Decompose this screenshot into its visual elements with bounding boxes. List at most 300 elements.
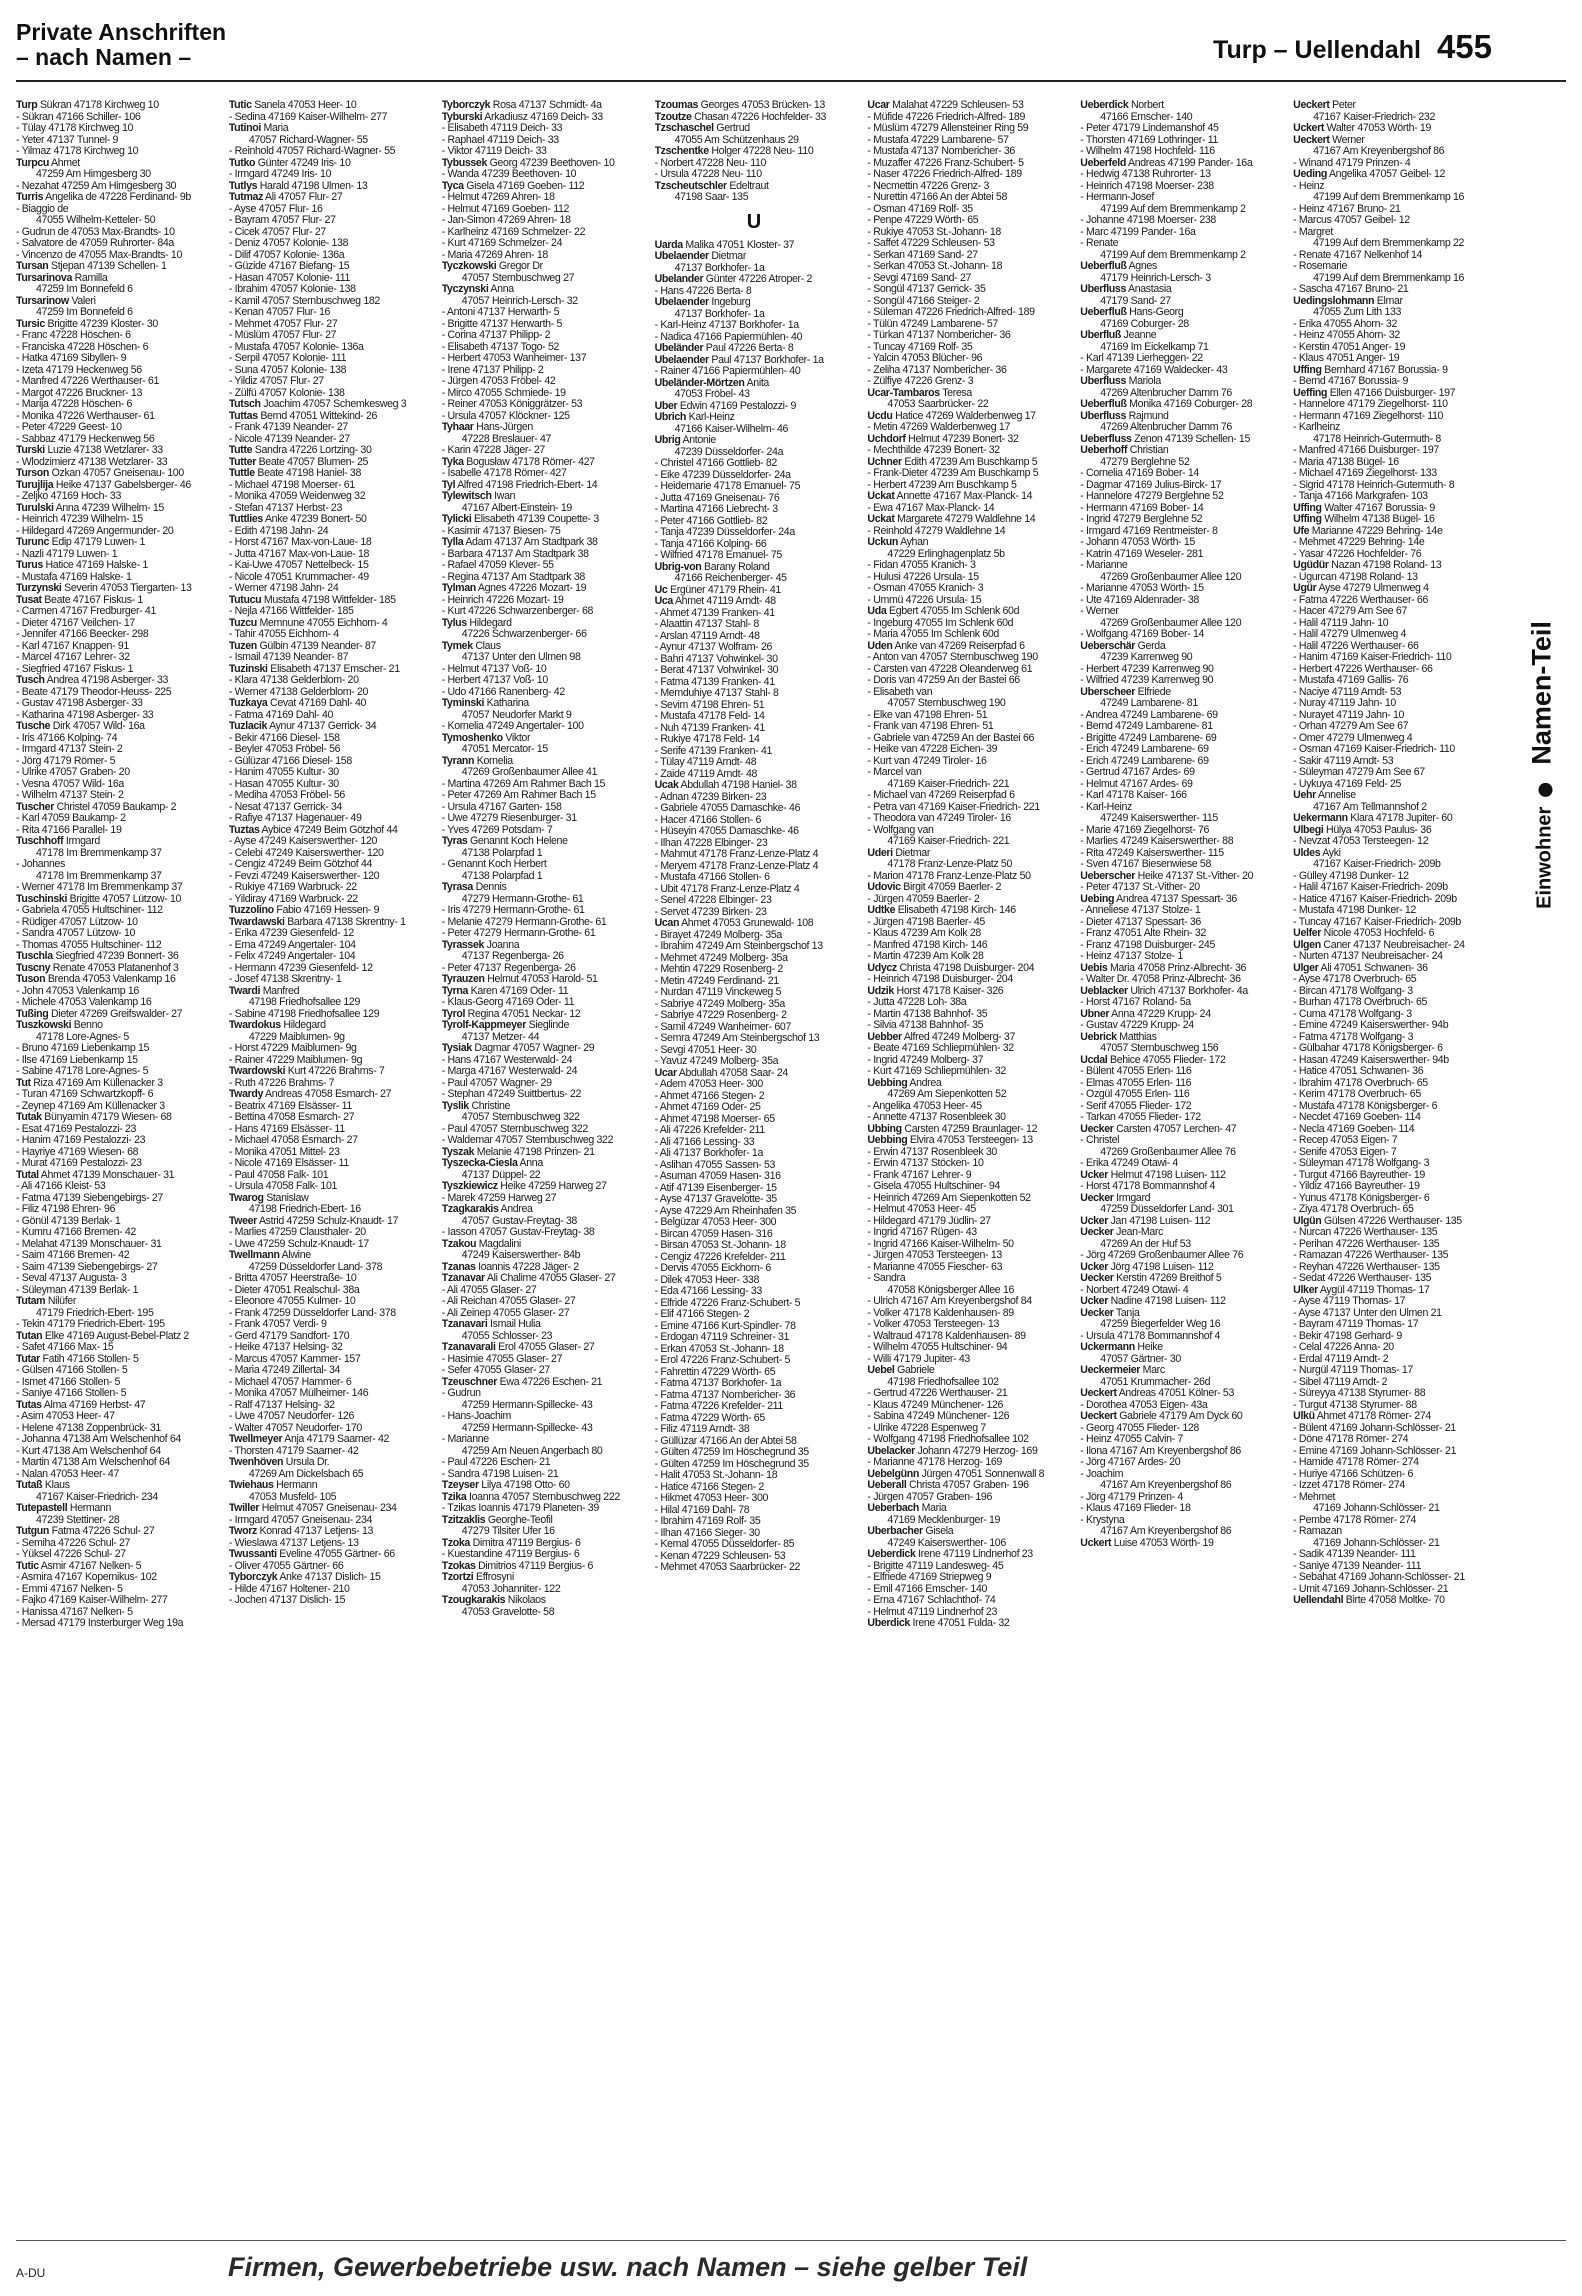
- directory-entry: - Rosemarie: [1293, 261, 1347, 272]
- directory-entry: Tymek Claus: [441, 640, 501, 652]
- directory-entry: Ücdal Behice 47055 Flieder- 172: [1080, 1054, 1226, 1066]
- surname: Tzeyser: [441, 1480, 479, 1491]
- directory-entry: Ubeländer Paul 47226 Berta- 8: [654, 343, 794, 354]
- directory-entry: - Ayse 47178 Overbruch- 65: [1293, 974, 1417, 985]
- directory-entry: - Mustafa 47169 Gallis- 76: [1293, 675, 1409, 686]
- directory-entry: - Süleman 47226 Friedrich-Alfred- 189: [867, 307, 1035, 318]
- directory-entry: - Cuma 47178 Wolfgang- 3: [1293, 1008, 1412, 1020]
- directory-entry: - Hasan 47057 Kolonie- 111: [228, 272, 351, 284]
- directory-entry: - Werner 47138 Gelderblom- 20: [228, 686, 369, 698]
- directory-entry: - Hanissa 47167 Nelken- 5: [16, 1606, 133, 1618]
- directory-entry: - Özgül 47055 Erlen- 116: [1080, 1089, 1190, 1100]
- surname: Tzortzi: [441, 1572, 474, 1583]
- surname: Tutter: [228, 456, 256, 468]
- directory-entry: - Kurt 47169 Schmelzer- 24: [441, 238, 563, 249]
- directory-entry: - Stefan 47137 Herbst- 23: [228, 502, 342, 514]
- directory-entry: - Heinrich 47269 Am Siepenkotten 52: [867, 1192, 1031, 1204]
- directory-entry: - Sabbaz 47179 Heckenweg 56: [16, 433, 155, 445]
- surname: Ueberall: [867, 1480, 907, 1491]
- directory-entry: - Rukiye 47169 Warbruck- 22: [228, 882, 357, 893]
- surname: Ucdu: [867, 410, 893, 422]
- directory-entry: - Marianne 47053 Wörth- 15: [1080, 583, 1204, 594]
- directory-entry: - Cengiz 47249 Beim Götzhof 44: [228, 859, 373, 870]
- surname: Ubrig-von: [654, 561, 702, 573]
- directory-entry: Überfluss Rajmund: [1080, 410, 1169, 422]
- directory-entry: - Ilhan 47166 Sieger- 30: [654, 1527, 760, 1539]
- directory-entry: - Hacer 47279 Am See 67: [1293, 606, 1407, 617]
- surname: Twardowski: [228, 1066, 286, 1077]
- directory-entry: - Yüksel 47226 Schul- 27: [16, 1549, 126, 1560]
- page-number: 455: [1436, 28, 1492, 65]
- surname: Ueffing: [1293, 387, 1328, 399]
- directory-entry: - Martin 47138 Am Welschenhof 64: [16, 1457, 171, 1468]
- directory-entry: - Margot 47226 Bruckner- 13: [16, 387, 142, 399]
- directory-entry: Tuttlies Anke 47239 Bonert- 50: [228, 514, 367, 525]
- directory-entry: Tuschla Siegfried 47239 Bonnert- 36: [16, 951, 179, 962]
- directory-entry: - Pembe 47178 Römer- 274: [1293, 1514, 1417, 1526]
- directory-entry: - Müfide 47226 Friedrich-Alfred- 189: [867, 111, 1025, 123]
- directory-entry: - Helene 47138 Zoppenbrück- 31: [16, 1422, 161, 1434]
- directory-entry: - Adnan 47239 Birken- 23: [654, 791, 767, 803]
- directory-entry: - Karl 47139 Lierheggen- 22: [1080, 353, 1203, 364]
- surname: Ueckert: [1080, 1411, 1117, 1422]
- directory-entry: - Metin 47269 Walderbenweg 17: [867, 422, 1010, 433]
- directory-entry: - Jutta 47228 Loh- 38a: [867, 997, 967, 1008]
- listing-column-1: [16, 100, 215, 2192]
- surname: Tuzen: [228, 640, 257, 652]
- directory-entry: 47269 Großenbaumer Allee 120: [1100, 571, 1242, 583]
- directory-entry: Überfluss Anastasia: [1080, 284, 1172, 295]
- directory-entry: - Mechthilde 47239 Bonert- 32: [867, 445, 1000, 456]
- directory-entry: Tuzlacik Aynur 47137 Gerrick- 34: [228, 721, 377, 732]
- surname: Tuztas: [228, 824, 260, 836]
- directory-entry: - Halil 47226 Werthauser- 66: [1293, 640, 1419, 652]
- directory-entry: Tutal Ahmet 47139 Monschauer- 31: [16, 1169, 175, 1181]
- surname: Ubelaender: [654, 354, 709, 366]
- directory-entry: - Rita 47249 Kaiserswerther- 115: [1080, 847, 1224, 859]
- surname: Ügüdür: [1293, 560, 1329, 571]
- directory-entry: - Peter 47229 Geest- 10: [16, 422, 122, 433]
- directory-entry: - Emil 47166 Emscher- 140: [867, 1583, 988, 1595]
- directory-entry: - Helmut 47119 Lindnerhof 23: [867, 1606, 998, 1618]
- directory-entry: - Necla 47169 Goeben- 114: [1293, 1123, 1415, 1135]
- directory-entry: - Sevgi 47169 Sand- 27: [867, 272, 972, 284]
- directory-entry: - Mustafa 47178 Feld- 14: [654, 711, 765, 722]
- directory-entry: Ueckert Peter: [1293, 100, 1356, 111]
- directory-entry: - Nurcan 47226 Werthauser- 135: [1293, 1227, 1438, 1238]
- directory-entry: - Orhan 47279 Am See 67: [1293, 721, 1409, 732]
- surname: Tyrolf-Kappmeyer: [441, 1020, 526, 1031]
- directory-entry: - Tzikas Ioannis 47179 Planeten- 39: [441, 1503, 599, 1514]
- surname: Uebbing: [867, 1135, 908, 1146]
- directory-entry: - Regina 47137 Am Stadtpark 38: [441, 571, 585, 583]
- directory-entry: - Christel: [1080, 1135, 1120, 1146]
- directory-entry: - Erich 47249 Lambarene- 69: [1080, 744, 1209, 755]
- directory-entry: - Emmi 47167 Nelken- 5: [16, 1583, 123, 1595]
- directory-entry: Tyrann Kornelia: [441, 755, 513, 767]
- directory-entry: Tutak Bünyamin 47179 Wiesen- 68: [16, 1112, 172, 1123]
- directory-entry: Udovic Birgit 47059 Baerler- 2: [867, 882, 1002, 893]
- directory-entry: - Winand 47179 Prinzen- 4: [1293, 157, 1411, 169]
- listing-columns: [16, 100, 1492, 2192]
- directory-entry: Tutic Sanela 47053 Heer- 10: [228, 100, 357, 111]
- directory-entry: - Erich 47249 Lambarene- 69: [1080, 755, 1209, 767]
- surname: Tzougkarakis: [441, 1595, 506, 1606]
- surname: Tylman: [441, 583, 476, 594]
- surname: Ücdal: [1080, 1054, 1108, 1066]
- directory-entry: Uckun Ayhan: [867, 537, 929, 548]
- directory-entry: - Ute 47169 Aldenrader- 38: [1080, 594, 1199, 606]
- directory-entry: - Hasan 47055 Kultur- 30: [228, 778, 339, 790]
- surname: Twellmeyer: [228, 1434, 283, 1445]
- directory-entry: - Birsan 47053 St.-Johann- 18: [654, 1240, 786, 1251]
- directory-entry: - Ilona 47167 Am Kreyenbergshof 86: [1080, 1445, 1241, 1457]
- directory-entry: - Josef 47138 Skrentny- 1: [228, 974, 342, 985]
- directory-entry: - Sabriye 47229 Rosenberg- 2: [654, 1010, 787, 1021]
- directory-entry: - Wolfgang 47198 Friedhofsallee 102: [867, 1434, 1029, 1445]
- directory-entry: Ückert Luise 47053 Wörth- 19: [1080, 1537, 1214, 1549]
- directory-entry: - Helmut 47169 Goeben- 112: [441, 203, 570, 215]
- directory-entry: Uebis Maria 47058 Prinz-Albrecht- 36: [1080, 962, 1247, 974]
- directory-entry: 47137 Unter den Ulmen 98: [461, 652, 581, 663]
- directory-entry: Tuson Brenda 47053 Valenkamp 16: [16, 974, 176, 985]
- directory-entry: - Heinz 47055 Ahorn- 32: [1293, 330, 1400, 341]
- directory-entry: - Alaattin 47137 Stahl- 8: [654, 619, 759, 630]
- directory-entry: - Ali 47226 Krefelder- 211: [654, 1125, 765, 1136]
- directory-entry: - Erika 47055 Ahorn- 32: [1293, 318, 1397, 330]
- directory-entry: - Jörg 47179 Prinzen- 4: [1080, 1491, 1183, 1503]
- surname: Ueberdick: [1080, 100, 1129, 111]
- directory-entry: Ügür Ayse 47279 Ulmenweg 4: [1293, 583, 1429, 594]
- directory-entry: - Sevim 47198 Ehren- 51: [654, 699, 765, 711]
- directory-entry: Tzagkarakis Andrea: [441, 1204, 533, 1215]
- directory-entry: - Saim 47166 Bremen- 42: [16, 1250, 130, 1261]
- directory-entry: - Peter 47137 St.-Vither- 20: [1080, 882, 1200, 893]
- directory-entry: - Ayse 47057 Flur- 16: [228, 203, 323, 215]
- directory-entry: - Hans 47169 Elsässer- 11: [228, 1123, 345, 1135]
- directory-entry: 47057 Sternbuschweg 322: [461, 1112, 580, 1123]
- directory-entry: - Volker 47053 Tersteegen- 13: [867, 1319, 1000, 1330]
- surname: Ueberbach: [867, 1503, 920, 1514]
- directory-entry: - Annette 47137 Rosenbleek 30: [867, 1112, 1006, 1123]
- directory-entry: - Hedwig 47138 Ruhrorter- 13: [1080, 169, 1211, 180]
- surname: Uelfer: [1293, 928, 1322, 939]
- directory-entry: - Werner: [1080, 606, 1119, 617]
- surname: Ückert: [1080, 1537, 1112, 1549]
- surname: Ufe: [1293, 525, 1310, 537]
- directory-entry: 47179 Sand- 27: [1100, 295, 1171, 307]
- surname: Twardawski: [228, 916, 285, 928]
- directory-entry: - Karl 47167 Knappen- 91: [16, 640, 129, 652]
- directory-entry: - Marcus 47057 Kammer- 157: [228, 1353, 361, 1365]
- directory-entry: - Yunus 47178 Königsberger- 6: [1293, 1192, 1430, 1204]
- surname: Uecker: [1080, 1123, 1114, 1135]
- directory-entry: - Penpe 47229 Wörth- 65: [867, 215, 979, 226]
- directory-entry: Tyszecka-Ciesla Anna: [441, 1158, 543, 1169]
- directory-entry: - Beate 47169 Schliepmühlen- 32: [867, 1043, 1014, 1054]
- surname: Uecker: [1080, 1307, 1114, 1319]
- directory-entry: Tuscny Renate 47053 Platanenhof 3: [16, 962, 179, 974]
- directory-entry: 47169 Mecklenburger- 19: [887, 1514, 1001, 1526]
- directory-entry: - Mustafa 47057 Kolonie- 136a: [228, 341, 364, 353]
- directory-entry: 47199 Auf dem Bremmenkamp 16: [1313, 272, 1465, 284]
- directory-entry: 47279 Tilsiter Ufer 16: [461, 1526, 555, 1537]
- directory-entry: - Kamil 47057 Sternbuschweg 182: [228, 295, 380, 307]
- directory-entry: Überfluss Mariola: [1080, 376, 1161, 387]
- directory-entry: Twardawski Barbara 47138 Skrentny- 1: [228, 916, 406, 928]
- directory-entry: Uehr Annelise: [1293, 790, 1356, 801]
- directory-entry: - Dagmar 47169 Julius-Birck- 17: [1080, 479, 1222, 491]
- directory-entry: Ubrig-von Barany Roland: [654, 561, 770, 573]
- surname: Ücker: [1080, 1261, 1108, 1273]
- directory-entry: - Ali 47055 Glaser- 27: [441, 1284, 537, 1296]
- directory-entry: Ueckert Werner: [1293, 134, 1365, 146]
- directory-entry: - Martina 47166 Liebrecht- 3: [654, 504, 778, 515]
- directory-entry: Ueblacker Ulrich 47137 Borkhofer- 4a: [1080, 985, 1248, 997]
- directory-entry: Tzortzi Effrosyni: [441, 1572, 514, 1583]
- directory-entry: Tyszak Melanie 47198 Prinzen- 21: [441, 1146, 595, 1158]
- directory-entry: - Ali Reichan 47055 Glaser- 27: [441, 1296, 576, 1307]
- surname: Ueberdick: [867, 1549, 916, 1560]
- surname: Ueberschär: [1080, 640, 1136, 652]
- surname: Uebing: [1080, 893, 1115, 905]
- directory-entry: - Helmut 47053 Heer- 45: [867, 1204, 976, 1215]
- surname: Tylla: [441, 537, 464, 548]
- directory-entry: 47269 Am Siepenkotten 52: [887, 1089, 1007, 1100]
- directory-entry: Tutinoi Maria: [228, 123, 289, 134]
- directory-entry: 47169 Johann-Schlösser- 21: [1313, 1503, 1440, 1514]
- directory-entry: 47198 Saar- 135: [674, 192, 749, 203]
- directory-entry: - Heidemarie 47178 Emanuel- 75: [654, 481, 801, 492]
- directory-entry: - Iasson 47057 Gustav-Freytag- 38: [441, 1227, 595, 1238]
- surname: Tyborczyk: [441, 100, 491, 111]
- surname: Udtke: [867, 905, 896, 916]
- surname: Ueckermeier: [1080, 1365, 1141, 1376]
- directory-entry: - Arslan 47119 Arndt- 48: [654, 630, 760, 642]
- surname: Ülkü: [1293, 1411, 1315, 1422]
- directory-entry: - Monika 47057 Mülheimer- 146: [228, 1388, 369, 1399]
- directory-entry: Ücker Jan 47198 Luisen- 112: [1080, 1215, 1211, 1227]
- directory-entry: - Gülsen 47166 Stollen- 5: [16, 1365, 128, 1376]
- directory-entry: - Fatma 47226 Krefelder- 211: [654, 1401, 783, 1412]
- surname: Tzitzaklis: [441, 1514, 486, 1526]
- directory-entry: - Reiner 47053 Königgrätzer- 53: [441, 399, 583, 410]
- directory-entry: - Gustav 47198 Asberger- 33: [16, 698, 143, 709]
- directory-entry: Uchdorf Helmut 47239 Bonert- 32: [867, 433, 1019, 445]
- surname: Tzschentke: [654, 146, 709, 157]
- directory-entry: - Döne 47178 Römer- 274: [1293, 1434, 1409, 1445]
- directory-entry: 47229 Erlinghagenplatz 5b: [887, 548, 1005, 560]
- directory-entry: - Fevzi 47249 Kaiserswerther- 120: [228, 870, 380, 882]
- directory-entry: Uderi Dietmar: [867, 847, 930, 859]
- directory-entry: - Dilif 47057 Kolonie- 136a: [228, 249, 345, 261]
- directory-entry: - Nazli 47179 Luwen- 1: [16, 548, 118, 560]
- directory-entry: Ucak Abdullah 47198 Haniel- 38: [654, 780, 797, 791]
- directory-entry: - Emine 47166 Kurt-Spindler- 78: [654, 1320, 796, 1332]
- directory-entry: Twardi Manfred: [228, 985, 300, 997]
- surname: Üffing: [1293, 502, 1322, 514]
- surname: Tuschla: [16, 951, 53, 962]
- directory-entry: - Tuncay 47167 Kaiser-Friedrich- 209b: [1293, 916, 1461, 928]
- directory-entry: - Frank-Dieter 47239 Am Buschkamp 5: [867, 468, 1039, 479]
- directory-entry: - Gisela 47055 Hultschiner- 94: [867, 1181, 1001, 1192]
- directory-entry: Tweer Astrid 47259 Schulz-Knaudt- 17: [228, 1215, 399, 1227]
- directory-entry: - Gustav 47229 Krupp- 24: [1080, 1020, 1194, 1031]
- surname: Uecker: [1080, 1273, 1114, 1284]
- surname: Ucar: [654, 1067, 677, 1079]
- directory-entry: - Ibrahim 47178 Overbruch- 65: [1293, 1077, 1428, 1089]
- directory-entry: - Hermann 47169 Ziegelhorst- 110: [1293, 410, 1444, 422]
- directory-entry: 47178 Im Bremmenkamp 37: [36, 847, 162, 859]
- directory-entry: - Ibrahim 47057 Kolonie- 138: [228, 284, 356, 295]
- directory-entry: - Sibel 47119 Arndt- 2: [1293, 1376, 1388, 1388]
- directory-entry: - Saniye 47166 Stollen- 5: [16, 1388, 127, 1399]
- directory-entry: - Bernd 47167 Borussia- 9: [1293, 376, 1409, 387]
- surname: Tursarinow: [16, 295, 69, 307]
- directory-entry: - Michael 47169 Ziegelhorst- 133: [1293, 468, 1437, 479]
- directory-entry: - Ümit 47169 Johann-Schlösser- 21: [1293, 1583, 1449, 1595]
- directory-entry: - Nadica 47166 Papiermühlen- 40: [654, 331, 803, 343]
- surname: Uca: [654, 596, 673, 607]
- directory-entry: 47057 Richard-Wagner- 55: [248, 134, 368, 146]
- directory-entry: Tuttas Bernd 47051 Wittekind- 26: [228, 410, 378, 422]
- surname: Tyrol: [441, 1008, 466, 1020]
- directory-entry: - Ali Zeinep 47055 Glaser- 27: [441, 1307, 570, 1319]
- surname: Tysiak: [441, 1043, 472, 1054]
- directory-entry: - Sandra 47198 Luisen- 21: [441, 1468, 559, 1480]
- directory-entry: Uellendahl Birte 47058 Moltke- 70: [1293, 1595, 1445, 1606]
- directory-entry: - Fatma 47169 Dahl- 40: [228, 709, 334, 721]
- directory-entry: - Fahrettin 47229 Wörth- 65: [654, 1366, 776, 1378]
- directory-entry: - Nevzat 47053 Tersteegen- 12: [1293, 836, 1429, 847]
- directory-entry: - Naser 47226 Friedrich-Alfred- 189: [867, 169, 1022, 180]
- surname: Ülgün: [1293, 1215, 1322, 1227]
- directory-entry: - Bahri 47137 Vohwinkel- 30: [654, 653, 778, 665]
- directory-entry: Ubelaender Dietmar: [654, 251, 746, 262]
- surname: Uc: [654, 584, 668, 596]
- section-letter: U: [746, 210, 762, 233]
- directory-entry: Tutaß Klaus: [16, 1480, 70, 1491]
- directory-entry: Uber Edwin 47169 Pestalozzi- 9: [654, 400, 796, 412]
- surname: Ueberfluß: [1080, 261, 1127, 272]
- directory-entry: - Gertrud 47226 Werthauser- 21: [867, 1388, 1008, 1399]
- directory-entry: - Tuncay 47169 Rolf- 35: [867, 341, 973, 353]
- directory-entry: - Klaus 47051 Anger- 19: [1293, 353, 1400, 364]
- surname: Tyczynski: [441, 284, 489, 295]
- directory-entry: - Jürgen 47053 Tersteegen- 13: [867, 1250, 1002, 1261]
- directory-entry: - Sven 47167 Biesenwiese 58: [1080, 859, 1211, 870]
- directory-entry: - Marga 47167 Westerwald- 24: [441, 1066, 578, 1077]
- directory-entry: 47057 Heinrich-Lersch- 32: [461, 295, 578, 307]
- directory-entry: Twussanti Eveline 47055 Gärtner- 66: [228, 1549, 395, 1560]
- surname: Tuszkowski: [16, 1020, 72, 1031]
- directory-entry: - Isabelle 47178 Römer- 427: [441, 468, 567, 479]
- directory-entry: - Kenan 47229 Schleusen- 53: [654, 1550, 786, 1562]
- directory-entry: Ückert Walter 47053 Wörth- 19: [1293, 123, 1431, 134]
- directory-entry: - Nicole 47139 Neander- 27: [228, 433, 350, 445]
- directory-entry: 47137 Borkhofer- 1a: [674, 308, 765, 320]
- directory-entry: - Sedat 47226 Werthauser- 135: [1293, 1273, 1432, 1284]
- directory-entry: - Thomas 47055 Hultschiner- 112: [16, 939, 162, 951]
- directory-entry: - Paul 47058 Falk- 101: [228, 1169, 329, 1181]
- directory-entry: Tzanavari Ismail Hulia: [441, 1319, 541, 1330]
- directory-entry: - Maria 47138 Bügel- 16: [1293, 456, 1399, 468]
- directory-entry: - Tülay 47119 Arndt- 48: [654, 757, 757, 768]
- directory-entry: Tuschhoff Irmgard: [16, 836, 100, 847]
- directory-entry: - Serif 47055 Flieder- 172: [1080, 1100, 1192, 1112]
- surname: Tutan: [16, 1330, 43, 1342]
- surname: Tzanavarali: [441, 1342, 496, 1353]
- directory-entry: - Heinz 47167 Bruno- 21: [1293, 203, 1401, 215]
- directory-entry: - Kasimir 47137 Biesen- 75: [441, 525, 561, 537]
- directory-entry: Tursarinow Valeri: [16, 295, 96, 307]
- name-range: Turp – Uellendahl: [1213, 36, 1421, 64]
- directory-entry: - Ramazan 47226 Werthauser- 135: [1293, 1250, 1449, 1261]
- directory-entry: - Marija 47228 Höschen- 6: [16, 399, 133, 410]
- directory-entry: Ueberschär Gerda: [1080, 640, 1166, 652]
- surname: Tuschhoff: [16, 836, 64, 847]
- directory-entry: Tuszkowski Benno: [16, 1020, 103, 1031]
- directory-entry: - Hannelore 47279 Berglehne 52: [1080, 491, 1224, 502]
- directory-entry: - Heinrich 47198 Duisburger- 204: [867, 974, 1013, 985]
- directory-entry: - Marek 47259 Harweg 27: [441, 1192, 557, 1204]
- directory-entry: Überscheer Elfriede: [1080, 686, 1171, 698]
- surname: Uarda: [654, 239, 683, 251]
- surname: Tyhaar: [441, 422, 474, 433]
- directory-entry: - Uwe 47259 Schulz-Knaudt- 17: [228, 1238, 369, 1250]
- surname: Tutar: [16, 1353, 40, 1365]
- directory-entry: Turp Sükran 47178 Kirchweg 10: [16, 100, 159, 111]
- directory-entry: - Genannt Koch Herbert: [441, 859, 547, 870]
- surname: Ucak: [654, 780, 679, 791]
- directory-entry: - Hanim 47055 Kultur- 30: [228, 767, 339, 778]
- directory-entry: - Hans 47167 Westerwald- 24: [441, 1054, 573, 1066]
- directory-entry: - Horst 47229 Maiblumen- 9g: [228, 1043, 357, 1054]
- surname: Tut: [16, 1077, 31, 1089]
- footer-note: Firmen, Gewerbebetriebe usw. nach Namen – siehe gelber Teil: [228, 2252, 1028, 2282]
- directory-entry: Ueding Angelika 47057 Geibel- 12: [1293, 169, 1446, 180]
- surname: Tzika: [441, 1491, 467, 1503]
- directory-entry: 47137 Düppel- 22: [461, 1169, 541, 1181]
- directory-entry: - Ayse 47229 Am Rheinhafen 35: [654, 1205, 797, 1217]
- directory-entry: - Müslüm 47057 Flur- 27: [228, 330, 337, 341]
- directory-entry: - Erwin 47137 Stöcken- 10: [867, 1158, 984, 1169]
- directory-entry: - Serpil 47057 Kolonie- 111: [228, 353, 347, 364]
- directory-entry: Tzokas Dimitrios 47119 Bergius- 6: [441, 1560, 594, 1572]
- surname: Überfluss: [1080, 284, 1126, 295]
- directory-entry: - Frank 47139 Neander- 27: [228, 422, 348, 433]
- surname: Turpcu: [16, 157, 50, 169]
- directory-entry: 47229 Maiblumen- 9g: [248, 1031, 345, 1043]
- directory-entry: - Ramazan: [1293, 1526, 1342, 1537]
- directory-entry: - Brigitte 47137 Herwarth- 5: [441, 318, 563, 330]
- directory-entry: - Wlodzimierz 47138 Wetzlarer- 33: [16, 456, 168, 468]
- directory-entry: - Viktor 47119 Deich- 33: [441, 146, 547, 157]
- directory-entry: Tzanavar Ali Chalime 47055 Glaser- 27: [441, 1273, 616, 1284]
- directory-entry: - Sakir 47119 Arndt- 53: [1293, 755, 1394, 767]
- surname: Tweer: [228, 1215, 257, 1227]
- directory-entry: Tusch Andrea 47198 Asberger- 33: [16, 675, 169, 686]
- directory-entry: 47057 Neudorfer Markt 9: [461, 709, 572, 721]
- directory-entry: - Rukiye 47053 St.-Johann- 18: [867, 226, 1001, 238]
- surname: Ueberfluss: [1080, 433, 1132, 445]
- directory-entry: - Kurt 47138 Am Welschenhof 64: [16, 1445, 161, 1457]
- directory-entry: - Metin 47249 Ferdinand- 21: [654, 975, 779, 987]
- section-title-line1: Private Anschriften: [16, 19, 227, 45]
- directory-entry: - Anton van 47057 Sternbuschweg 190: [867, 652, 1038, 663]
- directory-entry: Tzoka Dimitra 47119 Bergius- 6: [441, 1537, 581, 1549]
- directory-entry: - Wilhelm 47055 Hultschiner- 94: [867, 1342, 1008, 1353]
